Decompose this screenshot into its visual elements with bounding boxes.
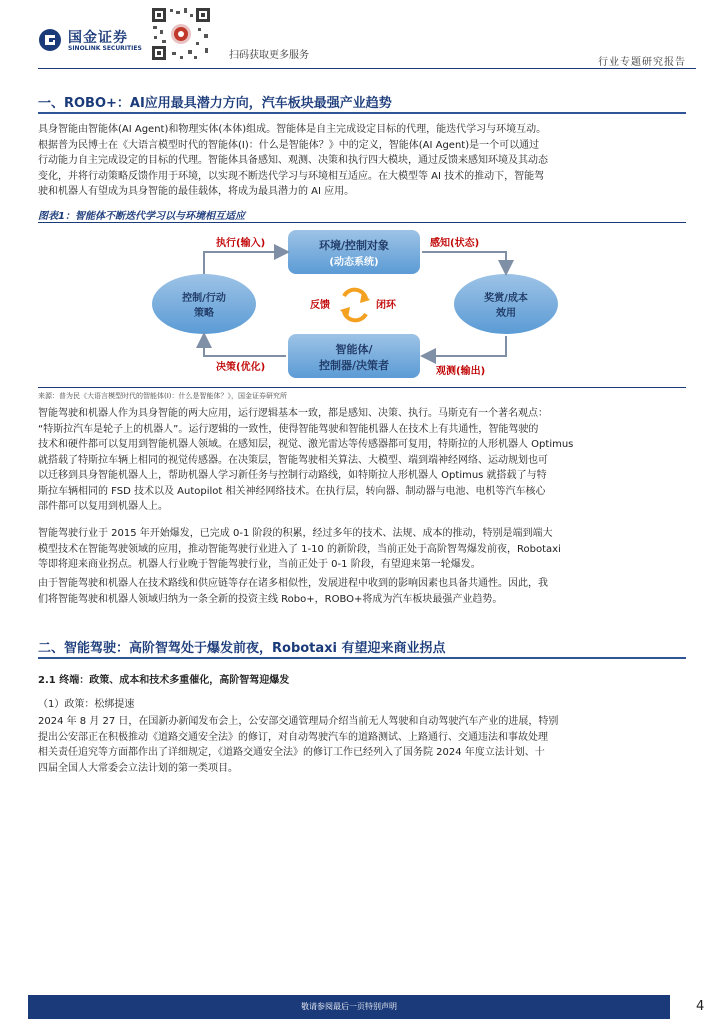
text-line: 等即将迎来商业拐点。机器人行业晚于智能驾驶行业，当前正处于 0-1 阶段，有望迎来第一轮爆发。 (38, 559, 481, 570)
report-type-label: 行业专题研究报告 (598, 57, 686, 68)
text-line: 就搭载了特斯拉车辆上相同的视觉传感器。在决策层，智能驾驶相关算法、大模型、端到端神经网络、运动规划也可 (38, 454, 548, 466)
text-line: 变化，并将行动策略反馈作用于环境，以实现不断迭代学习与环境相互适应。在大模型等 AI 技术的推动下，智能驾 (38, 170, 545, 182)
figure-top-rule (38, 222, 686, 223)
scan-for-more-services-text: 扫码获取更多服务 (229, 50, 309, 61)
reward-ellipse (454, 274, 558, 334)
text-line: 具身智能由智能体(AI Agent)和物理实体(本体)组成。智能体是自主完成设定目标的代理，能迭代学习与环境互动。 (38, 124, 547, 135)
policy-subheading: （1）政策：松绑提速 (38, 699, 135, 710)
logo-chinese-name: 国金证券 (68, 30, 128, 46)
company-logo (38, 26, 148, 56)
footer-bar (28, 995, 670, 1019)
text-line: 模型技术在智能驾驶领域的应用，推动智能驾驶行业进入了 1-10 的新阶段，当前正处于高阶智驾爆发前夜，Robotaxi (38, 543, 561, 555)
section-1-divider (38, 112, 686, 114)
figure-1-title: 图表1：智能体不断迭代学习以与环境相互适应 (38, 211, 245, 222)
cycle-icon (340, 290, 370, 321)
sinolink-logo-icon (38, 28, 64, 52)
reward-label-line1: 奖赏/成本 (484, 293, 528, 304)
feedback-label: 反馈 (310, 300, 330, 311)
section-2-title: 二、智能驾驶：高阶智驾处于爆发前夜，Robotaxi 有望迎来商业拐点 (38, 641, 446, 656)
section-1-paragraph-4 (38, 576, 688, 607)
control-label-line1: 控制/行动 (182, 293, 226, 304)
section-2-divider (38, 657, 686, 659)
page-header (0, 0, 724, 70)
text-line: 根据普为民博士在《大语言模型时代的智能体(I)：什么是智能体？》中的定义，智能体(AI Agent)是一个可以通过 (38, 139, 540, 151)
section-1-paragraph-2 (38, 406, 688, 515)
control-label-line2: 策略 (194, 308, 214, 319)
text-line: 以迁移到具身智能机器人上，帮助机器人学习新任务与控制行动路线，如特斯拉人形机器人 Optimus 就搭载了与特 (38, 470, 547, 481)
page-number: 4 (696, 999, 705, 1014)
section-1-paragraph-3 (38, 526, 688, 573)
footer-disclaimer: 敬请参阅最后一页特别声明 (301, 1002, 397, 1011)
section-2-paragraph (38, 714, 688, 776)
text-line: “特斯拉汽车是轮子上的机器人”。运行逻辑的一致性，使得智能驾驶和智能机器人在技术上有共通性，智能驾驶的 (38, 423, 539, 435)
text-line: 驶和机器人有望成为具身智能的最佳载体，将成为最具潜力的 AI 应用。 (38, 186, 355, 197)
qr-code-icon[interactable] (150, 6, 212, 62)
perceive-arrow (422, 252, 506, 272)
text-line: 相关责任追究等方面都作出了详细规定，《道路交通安全法》的修订工作已经列入了国务院 2024 年度立法计划、十 (38, 747, 545, 758)
control-ellipse (152, 274, 256, 334)
text-line: 智能驾驶和机器人作为具身智能的两大应用，运行逻辑基本一致，都是感知、决策、执行。马斯克有一个著名观点： (38, 408, 548, 419)
text-line: 提出公安部正在积极推动《道路交通安全法》的修订，对自动驾驶汽车的道路测试、上路通行、交通违法和事故处理 (38, 731, 548, 743)
figure-1-source: 来源：普为民《大语言模型时代的智能体(I)：什么是智能体？》，国金证券研究所 (38, 392, 288, 400)
observe-arrow (424, 336, 506, 356)
logo-english-name: SINOLINK SECURITIES (68, 45, 142, 52)
environment-label-line1: 环境/控制对象 (318, 239, 390, 252)
text-line: 部件都可以复用到机器人上。 (38, 501, 168, 512)
text-line: 由于智能驾驶和机器人在技术路线和供应链等存在诸多相似性，发展进程中收到的影响因素也具备共通性。因此，我 (38, 578, 548, 589)
execute-arrow (204, 252, 286, 274)
figure-bottom-rule (38, 387, 686, 388)
agent-label-line2: 控制器/决策者 (318, 359, 390, 372)
reward-label-line2: 效用 (496, 308, 516, 319)
section-2-1-heading: 2.1 终端：政策、成本和技术多重催化，高阶智驾迎爆发 (38, 675, 290, 686)
text-line: 行动能力自主完成设定的目标的代理。智能体具备感知、观测、决策和执行四大模块，通过反馈来感知环境及其动态 (38, 155, 548, 166)
decide-label: 决策(优化) (216, 362, 266, 373)
section-1-paragraph-1 (38, 122, 688, 200)
text-line: 四届全国人大常委会立法计划的第一类项目。 (38, 762, 238, 774)
execute-label: 执行(输入) (216, 238, 266, 249)
perceive-label: 感知(状态) (430, 238, 480, 249)
text-line: 技术和硬件都可以复用到智能机器人领域。在感知层，视觉、激光雷达等传感器都可复用，特斯拉的人形机器人 Optimus (38, 439, 574, 450)
environment-label-line2: (动态系统) (329, 257, 379, 268)
section-1-title: 一、ROBO+：AI应用最具潜力方向，汽车板块最强产业趋势 (38, 96, 392, 111)
text-line: 2024 年 8 月 27 日，在国新办新闻发布会上，公安部交通管理局介绍当前无人驾驶和自动驾驶汽车产业的进展，特别 (38, 716, 559, 727)
closed-loop-label: 闭环 (376, 300, 396, 311)
text-line: 斯拉车辆相同的 FSD 技术以及 Autopilot 相关神经网络技术。在执行层，转向器、制动器与电池、电机等汽车核心 (38, 485, 546, 497)
agent-loop-diagram (140, 224, 570, 384)
agent-label-line1: 智能体/ (335, 343, 373, 356)
decide-arrow (204, 336, 286, 356)
observe-label: 观测(输出) (436, 366, 486, 377)
header-divider (38, 68, 696, 69)
text-line: 们将智能驾驶和机器人领域归纳为一条全新的投资主线 Robo+，ROBO+将成为汽车板块最强产业趋势。 (38, 593, 503, 605)
text-line: 智能驾驶行业于 2015 年开始爆发，已完成 0-1 阶段的积累，经过多年的技术、法规、成本的推动，特别是端到端大 (38, 528, 553, 539)
